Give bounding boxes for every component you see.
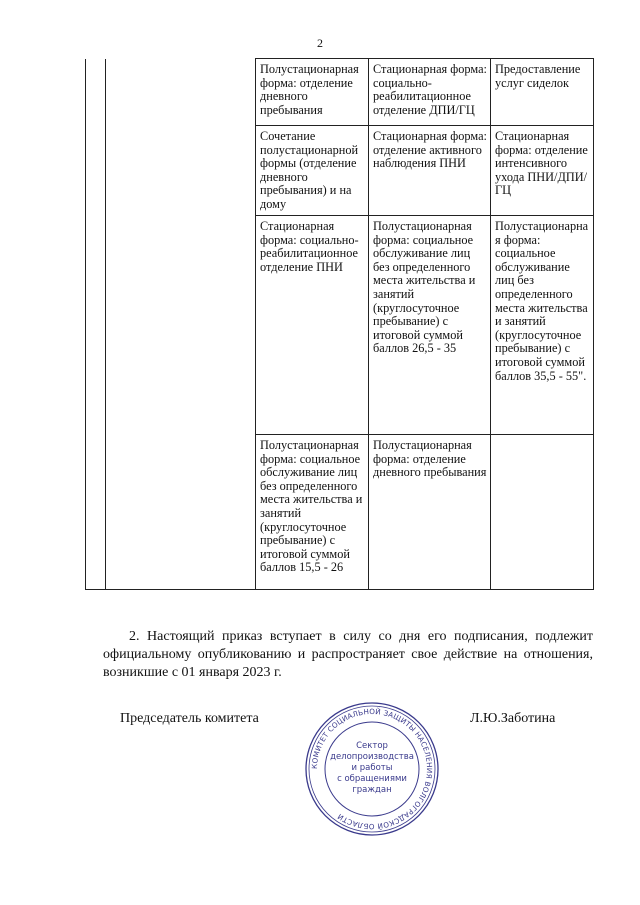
stamp-center-line: и работы bbox=[351, 763, 393, 773]
table-cell: Полустационарная форма: социальное обслуживание лиц без определенного места жительства и занятий (круглосуточное пребывание) с итоговой суммой баллов 15,5 - 26 bbox=[256, 435, 369, 590]
table-cell: Полустационарная форма: отделение дневного пребывания bbox=[256, 59, 369, 126]
stamp-center-line: с обращениями bbox=[337, 774, 407, 784]
table-cell: Предоставление услуг сиделок bbox=[491, 59, 594, 126]
stamp-center-line: граждан bbox=[352, 785, 392, 795]
table-cell: Стационарная форма: социально-реабилитационное отделение ПНИ bbox=[256, 216, 369, 435]
signatory-name: Л.Ю.Заботина bbox=[470, 711, 556, 726]
stamp-center-line: делопроизводства bbox=[330, 752, 414, 762]
table-cell: Стационарная форма: отделение интенсивного ухода ПНИ/ДПИ/ГЦ bbox=[491, 126, 594, 216]
table-cell: Полустационарная форма: социальное обслуживание лиц без определенного места жительства и занятий (круглосуточное пребывание) с итоговой суммой баллов 35,5 - 55". bbox=[491, 216, 594, 435]
table-cell bbox=[491, 435, 594, 590]
table-cell: Стационарная форма: отделение активного наблюдения ПНИ bbox=[369, 126, 491, 216]
table-cell: Сочетание полустационарной формы (отделение дневного пребывания) и на дому bbox=[256, 126, 369, 216]
table-cell: Стационарная форма: социально-реабилитационное отделение ДПИ/ГЦ bbox=[369, 59, 491, 126]
table-cell-empty bbox=[106, 59, 256, 590]
signatory-title: Председатель комитета bbox=[120, 711, 259, 726]
table-cell-empty bbox=[86, 59, 106, 590]
table-cell: Полустационарная форма: социальное обслуживание лиц без определенного места жительства и занятий (круглосуточное пребывание) с итоговой суммой баллов 26,5 - 35 bbox=[369, 216, 491, 435]
page-number: 2 bbox=[317, 36, 323, 50]
stamp-ring-text: КОМИТЕТ СОЦИАЛЬНОЙ ЗАЩИТЫ НАСЕЛЕНИЯ ВОЛГОГРАДСКОЙ ОБЛАСТИ bbox=[309, 706, 435, 832]
stamp-center-line: Сектор bbox=[356, 741, 388, 751]
table-cell: Полустационарная форма: отделение дневного пребывания bbox=[369, 435, 491, 590]
services-table bbox=[85, 58, 594, 590]
order-paragraph: 2. Настоящий приказ вступает в силу со дня его подписания, подлежит официальному опубликованию и распространяет свое действие на отношения, возникшие с 01 января 2023 г. bbox=[103, 629, 593, 680]
table-row bbox=[86, 59, 594, 126]
official-stamp bbox=[302, 699, 442, 839]
